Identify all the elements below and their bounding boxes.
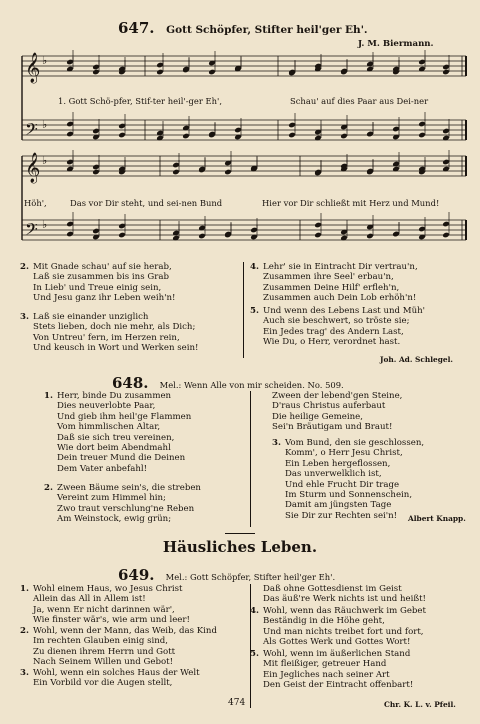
- hymn-647-composer: J. M. Biermann.: [358, 39, 434, 49]
- hymn-649-verse-3: 3. Wohl, wenn ein solches Haus der Welt Ein Vorbild vor die Augen stellt,: [20, 668, 200, 689]
- hymn-649-verse-4: 4. Wohl, wenn das Räuchwerk im Gebet Beständig in die Höhe geht, Und man nichts treibet fort und fort, Als Gottes Werk und Gottes Wort!: [250, 606, 426, 648]
- hymn-648-melody: Mel.: Wenn Alle von mir scheiden. No. 509.: [159, 380, 344, 390]
- hymn-649-verse-3-cont: Daß ohne Gottesdienst im Geist Das äuß're Werk nichts ist und heißt!: [263, 584, 426, 605]
- svg-text:♭: ♭: [42, 54, 48, 67]
- hymn-647-number: 647.: [118, 19, 155, 37]
- hymn-647-verse-4: 4. Lehr' sie in Eintracht Dir vertrau'n, Zusammen ihre Seel' erbau'n, Zusammen Deine Hilf' erfleh'n, Zusammen auch Dein Lob erhöh'n!: [250, 262, 418, 304]
- svg-text:𝄢: 𝄢: [25, 219, 38, 243]
- noteheads: [66, 50, 450, 241]
- svg-text:𝄞: 𝄞: [25, 153, 41, 183]
- hymn-648-verse-2-cont: Zween der lebend'gen Steine, D'raus Christus auferbaut Die heilige Gemeine, Sei'n Bräutigam und Braut!: [272, 391, 403, 433]
- hymn-647-verse-3: 3. Laß sie einander unziglich Stets lieben, doch nie mehr, als Dich; Von Untreu' fern, im Herzen rein, Und keusch in Wort und Werken sein!: [20, 312, 199, 354]
- hymn-648-verse-1: 1. Herr, binde Du zusammen Dies neuverlobte Paar, Und gieb ihm heil'ge Flammen Vom himmlischen Altar, Daß sie sich treu vereinen, Wie dort beim Abendmahl Dein treuer Mund die Deinen Dem Vater anbefahl!: [44, 391, 192, 474]
- page-number: 474: [228, 698, 246, 708]
- hymn-647-lyric-1b: Schau' auf dies Paar aus Dei-ner: [290, 96, 429, 106]
- hymn-647-lyric-2c: Hier vor Dir schließt mit Herz und Mund!: [262, 198, 440, 208]
- hymn-649-verse-2: 2. Wohl, wenn der Mann, das Weib, das Kind Im rechten Glauben einig sind, Zu dienen ihrem Herrn und Gott Nach Seinem Willen und Gebot!: [20, 626, 217, 668]
- hymn-648-verse-2: 2. Zween Bäume sein's, die streben Vereint zum Himmel hin; Zwo traut verschlung'ne Reben Am Weinstock, ewig grün;: [44, 483, 201, 525]
- hymn-647-title: Gott Schöpfer, Stifter heil'ger Eh'.: [166, 24, 368, 36]
- column-divider-648: [250, 391, 251, 527]
- hymn-649-header: [118, 565, 335, 584]
- svg-text:𝄞: 𝄞: [25, 53, 41, 83]
- hymn-647-lyric-1a: 1. Gott Schö-pfer, Stif-ter heil'-ger Eh',: [58, 96, 222, 106]
- hymn-649-melody: Mel.: Gott Schöpfer, Stifter heil'ger Eh'.: [165, 572, 336, 582]
- svg-text:♭: ♭: [42, 154, 48, 167]
- svg-text:𝄢: 𝄢: [25, 119, 38, 143]
- section-heading: Häusliches Leben.: [162, 538, 318, 556]
- hymn-649-verse-1: 1. Wohl einem Haus, wo Jesus Christ Allein das All in Allem ist! Ja, wenn Er nicht darinnen wär', Wie finster wär's, wie arm und leer!: [20, 584, 190, 626]
- hymn-647-verse-2: 2. Mit Gnade schau' auf sie herab, Laß sie zusammen bis ins Grab In Lieb' und Treue einig sein, Und Jesu ganz ihr Leben weih'n!: [20, 262, 176, 304]
- hymn-649-author: Chr. K. L. v. Pfeil.: [384, 700, 456, 709]
- hymn-647-verse-5: 5. Und wenn des Lebens Last und Müh' Auch sie beschwert, so tröste sie; Ein Jedes trag' des Andern Last, Wie Du, o Herr, verordnet hast.: [250, 306, 425, 348]
- hymn-648-verse-3: 3. Vom Bund, den sie geschlossen, Komm', o Herr Jesu Christ, Ein Leben hergeflossen, Das unverwelklich ist, Und ehle Frucht Dir trage Im Sturm und Sonnenschein, Damit am jüngsten Tage Sie Dir zur Rechten sei'n!: [272, 438, 425, 521]
- hymn-647-lyric-2b: Das vor Dir steht, und sei-nen Bund: [70, 198, 223, 208]
- hymn-647-author: Joh. Ad. Schlegel.: [380, 355, 453, 364]
- section-rule: [225, 533, 255, 534]
- hymn-649-number: 649.: [118, 566, 155, 584]
- hymn-647-lyric-2a: Höh',: [24, 198, 47, 208]
- svg-text:♭: ♭: [42, 118, 48, 131]
- hymn-648-header: [112, 373, 344, 392]
- hymn-648-author: Albert Knapp.: [408, 514, 466, 523]
- hymn-649-verse-5: 5. Wohl, wenn im äußerlichen Stand Mit fleißiger, getreuer Hand Ein Jegliches nach seiner Art Den Geist der Eintracht offenbart!: [250, 649, 414, 691]
- column-divider-647: [243, 262, 244, 358]
- svg-text:♭: ♭: [42, 218, 48, 231]
- hymn-648-number: 648.: [112, 374, 149, 392]
